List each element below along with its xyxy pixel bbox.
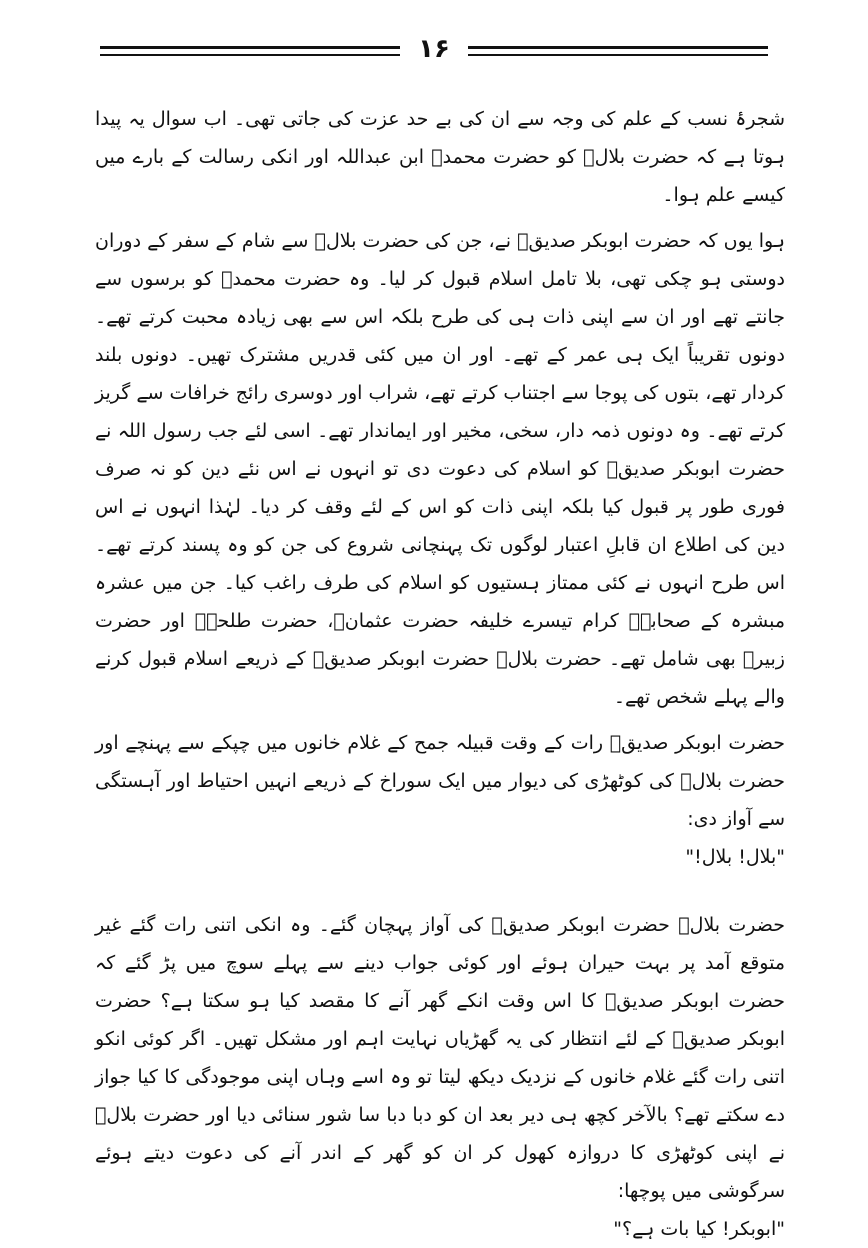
paragraph-3: حضرت ابوبکر صدیقؓ رات کے وقت قبیلہ جمح کے غلام خانوں میں چپکے سے پہنچے اور حضرت بلالؓ کی کوٹھڑی کی دیوار میں ایک سوراخ کے ذریعے انہیں احتیاط اور آہستگی سے آواز دی:	[95, 732, 785, 830]
quote-bilal: "بلال! بلال!"	[685, 846, 785, 868]
header-rule-right-bottom	[468, 54, 768, 56]
header-rule-left-bottom	[100, 54, 400, 56]
page-number: ۱۶	[418, 34, 450, 64]
page-header	[100, 32, 768, 72]
header-rule-right-top	[468, 46, 768, 49]
page-body	[95, 100, 785, 1248]
quote-abubakr: "ابوبکر! کیا بات ہے؟"	[613, 1218, 785, 1240]
header-rule-left-top	[100, 46, 400, 49]
paragraph-1: شجرۂ نسب کے علم کی وجہ سے ان کی بے حد عزت کی جاتی تھی۔ اب سوال یہ پیدا ہوتا ہے کہ حضرت بلالؓ کو حضرت محمدؐ ابن عبداللہ اور انکی رسالت کے بارے میں کیسے علم ہوا۔	[95, 108, 785, 206]
paragraph-4: حضرت بلالؓ حضرت ابوبکر صدیقؓ کی آواز پہچان گئے۔ وہ انکی اتنی رات گئے غیر متوقع آمد پر بہت حیران ہوئے اور کوئی جواب دینے سے پہلے سوچ میں پڑ گئے کہ حضرت ابوبکر صدیقؓ کا اس وقت انکے گھر آنے کا مقصد کیا ہو سکتا ہے؟ حضرت ابوبکر صدیقؓ کے لئے انتظار کی یہ گھڑیاں نہایت اہم اور مشکل تھیں۔ اگر کوئی انکو اتنی رات گئے غلام خانوں کے نزدیک دیکھ لیتا تو وہ اسے وہاں اپنی موجودگی کا کیا جواز دے سکتے تھے؟ بالآخر کچھ ہی دیر بعد ان کو دبا دبا سا شور سنائی دیا اور حضرت بلالؓ نے اپنی کوٹھڑی کا دروازہ کھول کر ان کو گھر کے اندر آنے کی دعوت دیتے ہوئے سرگوشی میں پوچھا:	[95, 914, 785, 1202]
paragraph-2: ہوا یوں کہ حضرت ابوبکر صدیقؓ نے، جن کی حضرت بلالؓ سے شام کے سفر کے دوران دوستی ہو چکی تھی، بلا تامل اسلام قبول کر لیا۔ وہ حضرت محمدؐ کو برسوں سے جانتے تھے اور ان سے اپنی ذات ہی کی طرح بلکہ اس سے بھی زیادہ محبت کرتے تھے۔ دونوں تقریباً ایک ہی عمر کے تھے۔ اور ان میں کئی قدریں مشترک تھیں۔ دونوں بلند کردار تھے، بتوں کی پوجا سے اجتناب کرتے تھے، شراب اور دوسری رائج خرافات سے گریز کرتے تھے۔ وہ دونوں ذمہ دار، سخی، مخیر اور ایماندار تھے۔ اسی لئے جب رسول اللہ نے حضرت ابوبکر صدیقؓ کو اسلام کی دعوت دی تو انہوں نے اس نئے دین کو نہ صرف فوری طور پر قبول کیا بلکہ اپنی ذات کو اس کے لئے وقف کر دیا۔ لہٰذا انہوں نے اس دین کی اطلاع ان قابلِ اعتبار لوگوں تک پہنچانی شروع کی جن کو وہ پسند کرتے تھے۔ اس طرح انہوں نے کئی ممتاز ہستیوں کو اسلام کی طرف راغب کیا۔ جن میں عشرہ مبشرہ کے صحابہؓ کرام تیسرے خلیفہ حضرت عثمانؓ، حضرت طلحہؓ اور حضرت زبیرؓ بھی شامل تھے۔ حضرت بلالؓ حضرت ابوبکر صدیقؓ کے ذریعے اسلام قبول کرنے والے پہلے شخص تھے۔	[95, 230, 785, 708]
